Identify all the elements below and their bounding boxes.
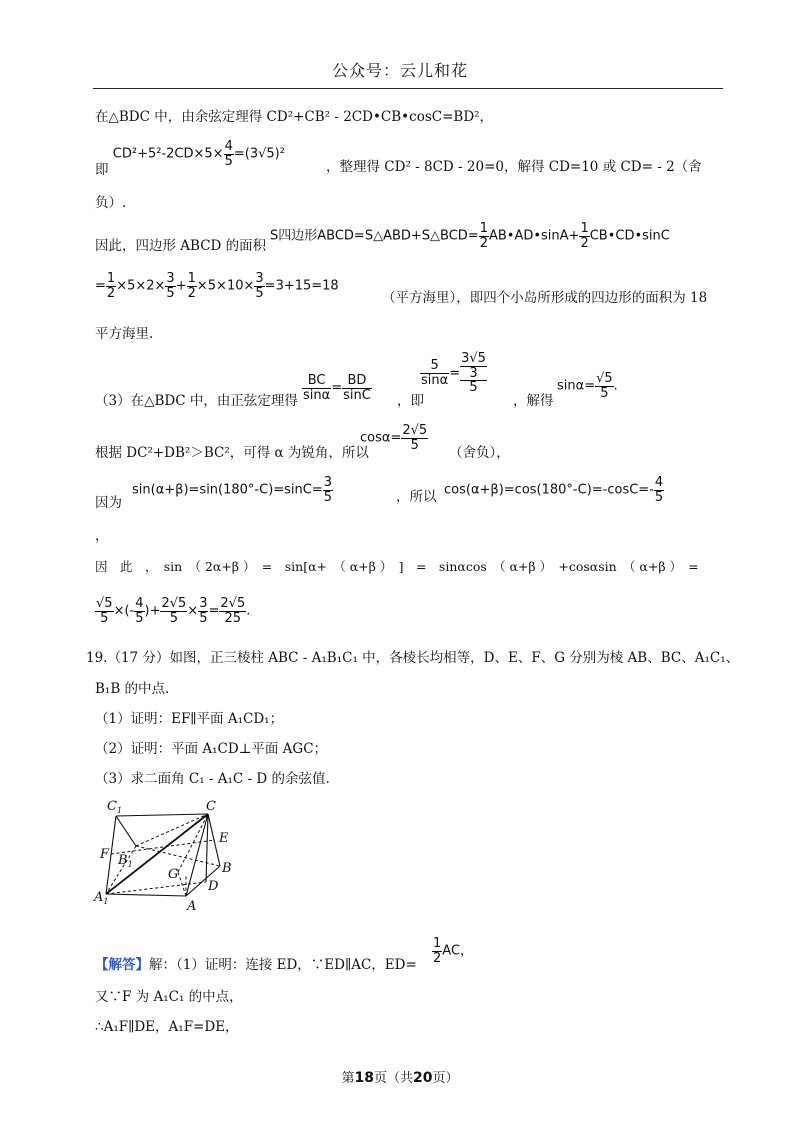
- frac-num: 3: [255, 271, 264, 286]
- math-expr: )+: [144, 603, 161, 619]
- label-b: B: [222, 861, 232, 876]
- math-expr: ×5×10×: [196, 278, 255, 294]
- frac-num: 3: [199, 596, 208, 611]
- text-line: ，: [95, 528, 109, 544]
- fraction: [219, 597, 246, 625]
- text-line: 根据 DC²+DB²＞BC²，可得 α 为锐角，所以: [95, 445, 369, 461]
- text-line: ，解得: [513, 393, 554, 409]
- math-expr: ×5×2×: [116, 278, 166, 294]
- edge-a1-a: [106, 894, 186, 896]
- frac-num: BC: [302, 374, 331, 389]
- math-expr: CD²+5²-2CD×5×: [112, 146, 224, 162]
- fraction: [198, 597, 208, 625]
- frac-den: 2: [187, 285, 196, 301]
- frac-den: 2: [479, 235, 488, 251]
- math-expr: AC，: [442, 943, 474, 959]
- answer-text: 解：（1）证明：连接 ED，∵ED∥AC，ED=: [149, 957, 417, 973]
- frac-num: 2√5: [161, 596, 187, 611]
- header-rule: [93, 88, 723, 89]
- frac-num: 3: [323, 475, 333, 490]
- frac-num: 3√5: [461, 351, 486, 366]
- fraction: [187, 272, 197, 300]
- label-d: D: [208, 879, 219, 894]
- math-line: [444, 476, 664, 504]
- math-expr: =: [449, 365, 461, 381]
- question-19-part-2: （2）证明：平面 A₁CD⊥平面 AGC；: [95, 741, 328, 757]
- text-line: （舍负），: [449, 445, 510, 461]
- frac-den: 2: [433, 950, 442, 966]
- math-line: [557, 372, 618, 400]
- math-line: [95, 597, 250, 625]
- frac-den: 5: [224, 153, 233, 169]
- math-line: [360, 424, 428, 452]
- frac-den: 5: [600, 385, 609, 401]
- frac-den: 5: [323, 489, 333, 505]
- frac-den: 5: [654, 489, 664, 505]
- math-line: [270, 222, 670, 250]
- frac-den: 5: [469, 380, 478, 396]
- label-f: F: [100, 847, 110, 862]
- text-line: 因 此 ， sin （ 2α+β ） = sin[α+ （ α+β ） ] = sinαcos （ α+β ） +cosαsin （ α+β ） =: [95, 559, 699, 574]
- math-line: [302, 374, 372, 402]
- page-footer: [0, 1067, 800, 1086]
- fraction: [479, 222, 489, 250]
- footer-text: 页）: [432, 1071, 459, 1086]
- frac-den: 25: [224, 610, 242, 626]
- text-line: （3）在△BDC 中，由正弦定理得: [95, 393, 298, 409]
- frac-num: √5: [596, 371, 613, 386]
- frac-den: 5: [135, 610, 144, 626]
- fraction: [134, 597, 144, 625]
- frac-num: 4: [654, 475, 664, 490]
- frac-den: 5: [255, 285, 264, 301]
- text-line: 负）.: [95, 195, 127, 211]
- dashed-a-g2: [178, 872, 186, 896]
- fraction: [323, 476, 333, 504]
- footer-text: 第: [341, 1071, 355, 1086]
- text-line: 平方海里.: [95, 326, 154, 342]
- math-expr: cosα=: [360, 430, 402, 446]
- text-line: 因此，四边形 ABCD 的面积: [95, 238, 267, 254]
- frac-num: √5: [96, 596, 113, 611]
- frac-num: 1: [433, 936, 442, 951]
- math-expr: +: [175, 278, 187, 294]
- label-e: E: [219, 831, 229, 846]
- frac-den: 5: [166, 285, 175, 301]
- math-expr: .: [246, 603, 251, 619]
- label-a1: $A_1$: [94, 890, 109, 906]
- edge-c1-c: [116, 814, 208, 816]
- fraction: [595, 372, 614, 400]
- frac-num: 4: [135, 596, 144, 611]
- fraction: [165, 272, 175, 300]
- math-expr: sinα=: [557, 378, 596, 394]
- label-c1: $C_1$: [107, 799, 123, 815]
- math-expr: =: [331, 380, 343, 396]
- frac-num: 3: [166, 271, 175, 286]
- frac-num: 2√5: [402, 423, 428, 438]
- fraction: [254, 272, 264, 300]
- frac-den: 2: [580, 235, 589, 251]
- label-b1: $B_1$: [118, 853, 133, 869]
- math-expr: AB•AD•sinA+: [488, 228, 580, 244]
- question-19-stem-cont: B₁B 的中点.: [95, 681, 170, 697]
- question-19-part-3: （3）求二面角 C₁ - A₁C - D 的余弦值.: [95, 771, 330, 787]
- math-expr: =3+15=18: [264, 278, 339, 294]
- fraction: [420, 359, 449, 387]
- frac-den: 5: [100, 610, 109, 626]
- edge-c-d: [206, 814, 208, 882]
- answer-tag: 【解答】: [95, 957, 149, 973]
- fraction: [302, 374, 331, 402]
- frac-num: 1: [479, 221, 488, 236]
- question-19-part-1: （1）证明：EF∥平面 A₁CD₁；: [95, 711, 284, 727]
- fraction: [342, 374, 372, 402]
- question-19-stem: 19.（17 分）如图，正三棱柱 ABC - A₁B₁C₁ 中，各棱长均相等，D、E、F、G 分别为棱 AB、BC、A₁C₁、: [86, 650, 740, 666]
- fraction: [106, 272, 116, 300]
- math-expr: ×: [187, 603, 199, 619]
- fraction: [579, 222, 589, 250]
- math-line: [95, 139, 285, 178]
- math-expr: sin(α+β)=sin(180°-C)=sinC=: [132, 482, 323, 498]
- text-line: ，整理得 CD² - 8CD - 20=0，解得 CD=10 或 CD= - 2（舍: [326, 159, 702, 175]
- page-total: 20: [413, 1070, 433, 1086]
- math-expr: =(3√5)²: [233, 146, 285, 162]
- answer-line-2: 又∵F 为 A₁C₁ 的中点，: [95, 989, 243, 1005]
- math-expr: CB•CD•sinC: [589, 228, 670, 244]
- frac-num: 4: [224, 139, 233, 154]
- math-expr: ×(-: [113, 603, 135, 619]
- fraction: [160, 597, 187, 625]
- frac-num: 2√5: [220, 596, 246, 611]
- fraction: [224, 140, 234, 168]
- text-prefix: 即: [95, 161, 109, 178]
- math-expr: .: [613, 378, 618, 394]
- math-expr: =: [208, 603, 220, 619]
- answer-line-1: [95, 959, 417, 973]
- frac-den: 5: [410, 437, 419, 453]
- fraction: [401, 424, 428, 452]
- label-g: G: [168, 867, 179, 882]
- text-line: ，即: [397, 393, 424, 409]
- math-expr: cos(α+β)=cos(180°-C)=-cosC=-: [444, 482, 654, 498]
- frac-den: 2: [106, 285, 116, 301]
- math-expr: =: [95, 278, 106, 294]
- page-number: 18: [354, 1070, 374, 1086]
- math-line: [420, 352, 487, 395]
- math-line: [432, 937, 473, 965]
- frac-num: 5: [420, 359, 449, 374]
- fraction: [654, 476, 664, 504]
- frac-num: 1: [187, 271, 196, 286]
- frac-den: sinα: [303, 387, 331, 403]
- frac-num: BD: [342, 374, 372, 389]
- frac-mid: 3: [460, 367, 487, 382]
- frac-den: sinC: [343, 387, 371, 403]
- text-line: 在△BDC 中，由余弦定理得 CD²+CB² - 2CD•CB•cosC=BD²，: [95, 109, 494, 125]
- frac-num: 1: [106, 271, 116, 286]
- answer-line-3: ∴A₁F∥DE，A₁F=DE，: [95, 1019, 239, 1035]
- frac-den: 5: [199, 610, 208, 626]
- prism-figure: [88, 796, 248, 914]
- label-c: C: [206, 799, 216, 814]
- text-line: （平方海里），即四个小岛所形成的四边形的面积为 18: [382, 290, 708, 306]
- text-line: 因为: [95, 495, 122, 511]
- frac-num: 1: [580, 221, 589, 236]
- math-line: [132, 476, 333, 504]
- page-header: 公众号：云儿和花: [331, 61, 468, 80]
- label-a: A: [187, 899, 197, 914]
- fraction: [95, 597, 114, 625]
- math-expr: S四边形ABCD=S△ABD+S△BCD=: [270, 228, 479, 244]
- frac-den: sinα: [421, 372, 449, 388]
- fraction: [432, 937, 442, 965]
- edge-c1-b1: [116, 816, 136, 846]
- text-line: ，所以: [396, 489, 437, 505]
- complex-fraction: [460, 352, 487, 395]
- math-line: [95, 272, 339, 300]
- footer-text: 页（共: [373, 1071, 413, 1086]
- frac-den: 5: [169, 610, 179, 626]
